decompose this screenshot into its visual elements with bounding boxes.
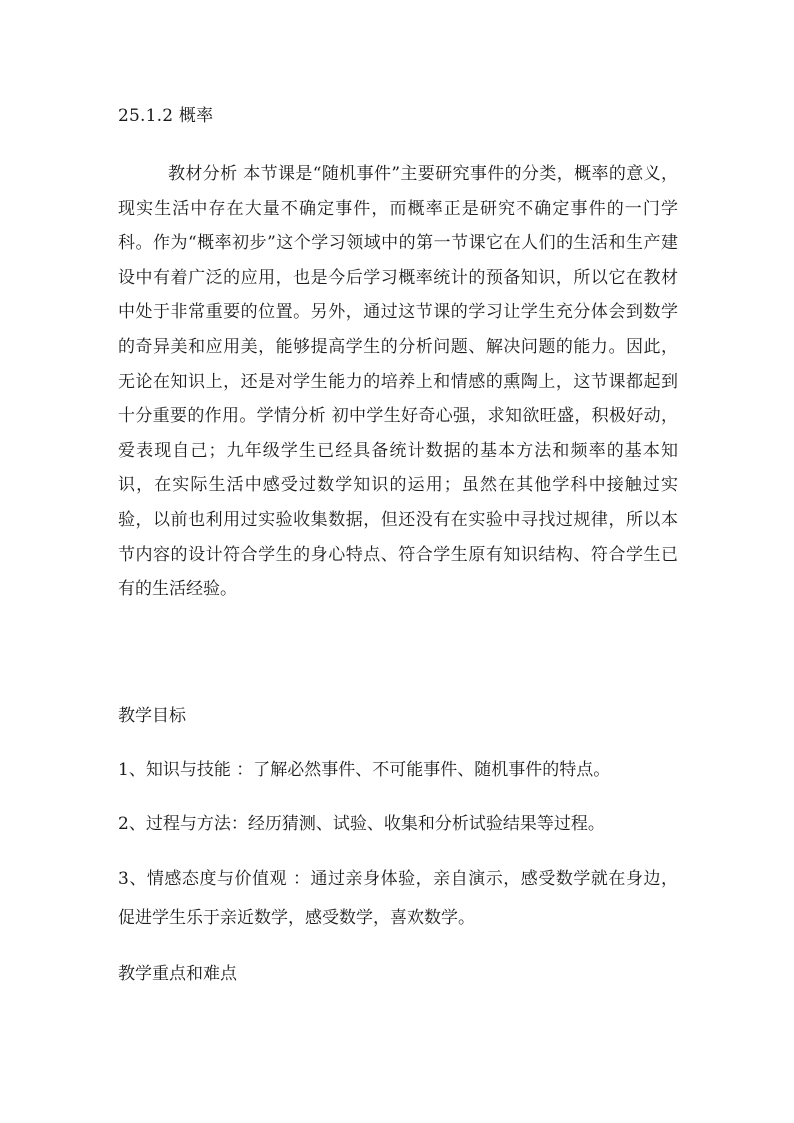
analysis-paragraph: 教材分析 本节课是“随机事件”主要研究事件的分类，概率的意义，现实生活中存在大量不确定事件，而概率正是研究不确定事件的一门学科。作为“概率初步”这个学习领域中的第一节课它在人们的生活和生产建设中有着广泛的应用，也是今后学习概率统计的预备知识，所以它在教材中处于非常重要的位置。另外，通过这节课的学习让学生充分体会到数学的奇异美和应用美，能够提高学生的分析问题、解决问题的能力。因此，无论在知识上，还是对学生能力的培养上和情感的熏陶上，这节课都起到十分重要的作用。学情分析 初中学生好奇心强，求知欲旺盛，积极好动，爱表现自己；九年级学生已经具备统计数据的基本方法和频率的基本知识，在实际生活中感受过数学知识的运用；虽然在其他学科中接触过实验，以前也利用过实验收集数据，但还没有在实验中寻找过规律，所以本节内容的设计符合学生的身心特点、符合学生原有知识结构、符合学生已有的生活经验。 [118, 164, 678, 600]
goal-item-2: 2、过程与方法：经历猜测、试验、收集和分析试验结果等过程。 [118, 814, 605, 834]
document-title: 25.1.2 概率 [118, 106, 214, 126]
goals-heading: 教学目标 [118, 706, 186, 726]
key-points-heading: 教学重点和难点 [118, 964, 237, 984]
goal-item-1: 1、知识与技能 ：了解必然事件、不可能事件、随机事件的特点。 [118, 760, 611, 780]
goal-item-3: 3、情感态度与价值观 ：通过亲身体验，亲自演示，感受数学就在身边，促进学生乐于亲近数学，感受数学，喜欢数学。 [118, 869, 678, 928]
